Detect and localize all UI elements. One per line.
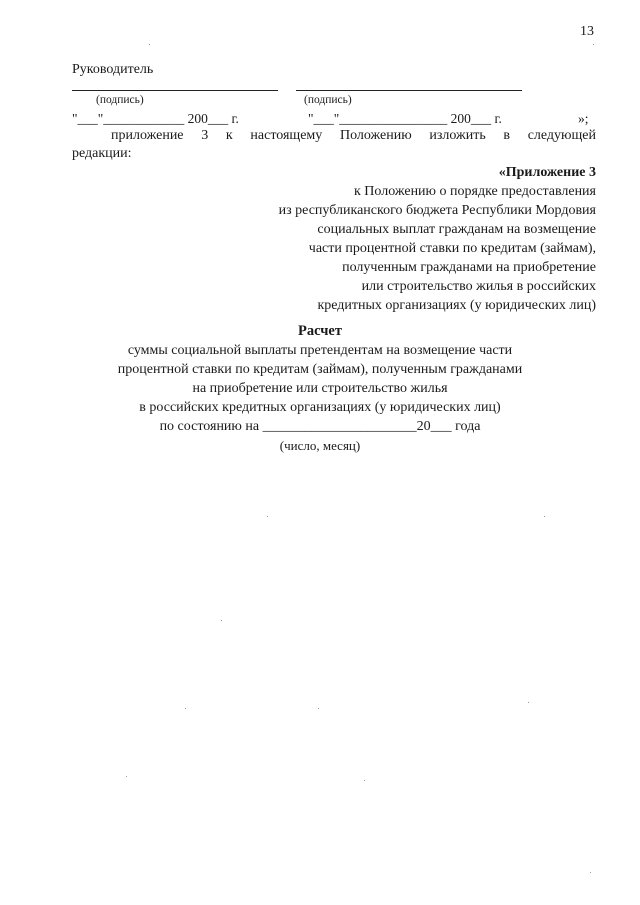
calculation-heading-block bbox=[0, 322, 640, 455]
scan-speck bbox=[149, 44, 150, 45]
appendix-line: социальных выплат гражданам на возмещение bbox=[317, 222, 596, 237]
appendix-line: к Положению о порядке предоставления bbox=[354, 184, 596, 199]
date-field-left: "___"____________ 200___ г. bbox=[72, 111, 239, 126]
paragraph-line-1: приложение 3 к настоящему Положению изложить в следующей bbox=[111, 128, 596, 143]
calculation-line: суммы социальной выплаты претендентам на возмещение части bbox=[127, 343, 513, 358]
signature-caption-right: (подпись) bbox=[304, 94, 352, 106]
scan-speck bbox=[267, 516, 268, 517]
scan-speck bbox=[221, 620, 222, 621]
date-caption: (число, месяц) bbox=[279, 438, 361, 453]
scan-speck bbox=[318, 708, 319, 709]
scan-speck bbox=[364, 780, 365, 781]
date-field-right: "___"________________ 200___ г. bbox=[308, 111, 502, 126]
appendix-header bbox=[279, 163, 596, 315]
appendix-line: кредитных организациях (у юридических лиц) bbox=[317, 298, 596, 313]
calculation-line: на приобретение или строительство жилья bbox=[192, 381, 448, 396]
scan-speck bbox=[185, 708, 186, 709]
appendix-title: «Приложение 3 bbox=[498, 165, 596, 180]
scan-speck bbox=[126, 776, 127, 777]
calculation-title: Расчет bbox=[298, 323, 342, 339]
signature-line-left bbox=[72, 90, 278, 91]
scan-speck bbox=[544, 516, 545, 517]
calculation-line: процентной ставки по кредитам (займам), полученным гражданами bbox=[117, 362, 523, 377]
scan-speck bbox=[593, 44, 594, 45]
appendix-line: или строительство жилья в российских bbox=[361, 279, 596, 294]
closing-quote: »; bbox=[578, 111, 589, 126]
scan-speck bbox=[590, 872, 591, 873]
signature-caption-left: (подпись) bbox=[96, 94, 144, 106]
calculation-line: в российских кредитных организациях (у юридических лиц) bbox=[139, 400, 501, 415]
appendix-line: из республиканского бюджета Республики Мордовия bbox=[278, 203, 596, 218]
appendix-line: полученным гражданами на приобретение bbox=[342, 260, 596, 275]
amendment-paragraph bbox=[72, 127, 596, 163]
calculation-line: по состоянию на ______________________20___ года bbox=[159, 419, 481, 434]
paragraph-line-2: редакции: bbox=[72, 146, 132, 161]
signature-line-right bbox=[296, 90, 522, 91]
scan-speck bbox=[528, 702, 529, 703]
page-number: 13 bbox=[580, 24, 594, 39]
appendix-line: части процентной ставки по кредитам (займам), bbox=[308, 241, 596, 256]
head-label: Руководитель bbox=[72, 62, 154, 77]
